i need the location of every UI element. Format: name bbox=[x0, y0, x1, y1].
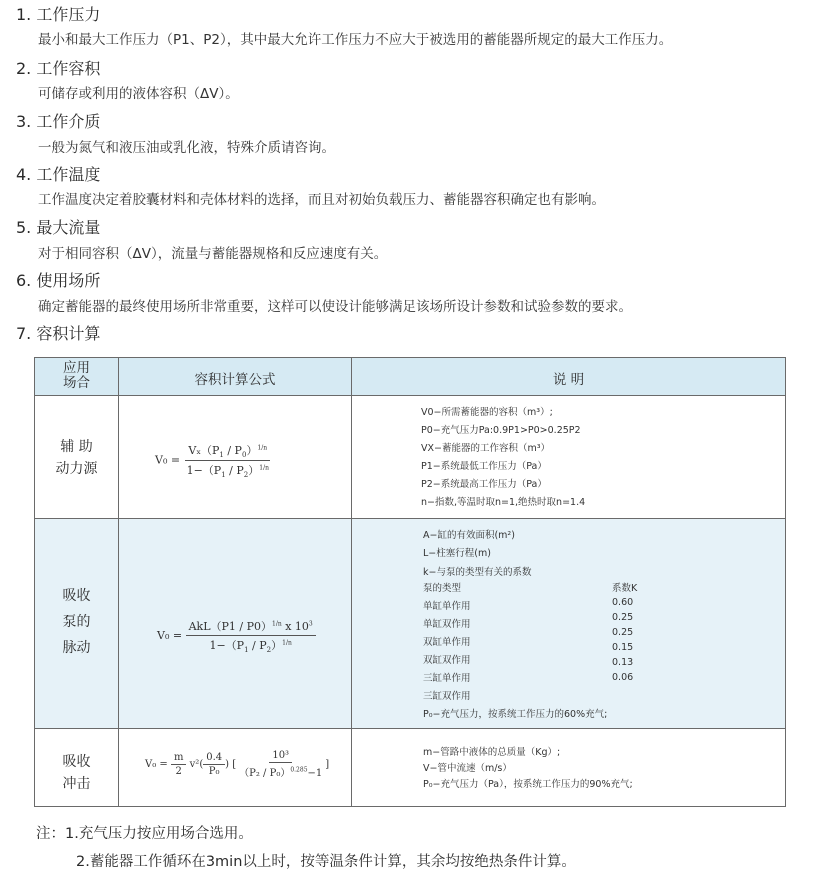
description-line: V−管中流速（m/s） bbox=[423, 763, 512, 774]
formula-fraction bbox=[184, 442, 272, 479]
app-line: 脉动 bbox=[62, 640, 91, 656]
note-1: 注：1.充气压力按应用场合选用。 bbox=[36, 826, 253, 842]
section-text: 确定蓄能器的最终使用场所非常重要，这样可以使设计能够满足该场所设计参数和试验参数的要求。 bbox=[38, 299, 632, 315]
app-cell bbox=[35, 436, 118, 480]
app-line: 动力源 bbox=[55, 461, 98, 477]
description-line: P₀−充气压力（Pa），按系统工作压力的90%充气; bbox=[423, 779, 633, 790]
formula-fraction: $\frac{\text{10³}}{(P_2 / P_0)^{0.285}-1}$ bbox=[239, 750, 323, 779]
row-bg bbox=[35, 518, 785, 728]
note-2: 2.蓄能器工作循环在3min以上时，按等温条件计算，其余均按绝热条件计算。 bbox=[76, 854, 576, 870]
section-title: 6. 使用场所 bbox=[16, 271, 101, 290]
description-line: m−管路中液体的总质量（Kg）; bbox=[423, 747, 561, 758]
formula-numerator: $V_x(P_1 / P_0)^{1/n}$ bbox=[185, 442, 270, 461]
section-title: 3. 工作介质 bbox=[16, 112, 101, 131]
formula-fraction: $\frac{0.4}{\text{P₀}}$ bbox=[203, 752, 225, 777]
pump-k-header: 系数K bbox=[612, 583, 638, 594]
section-title: 5. 最大流量 bbox=[16, 218, 101, 237]
header-app bbox=[35, 361, 118, 391]
app-line: 泵的 bbox=[62, 614, 91, 630]
section-title: 1. 工作压力 bbox=[16, 5, 101, 24]
description-line: k−与泵的类型有关的系数 bbox=[423, 567, 532, 578]
divider bbox=[35, 518, 785, 519]
pump-k: 0.25 bbox=[612, 627, 634, 638]
volume-calc-table bbox=[34, 357, 786, 807]
description-line: P₀−充气压力，按系统工作压力的60%充气; bbox=[423, 709, 608, 720]
app-cell bbox=[35, 583, 118, 661]
description-line: A−缸的有效面积(m²) bbox=[423, 530, 515, 541]
app-line: 辅 助 bbox=[60, 439, 93, 455]
section-text: 对于相同容积（ΔV），流量与蓄能器规格和反应速度有关。 bbox=[38, 246, 388, 262]
app-line: 吸收 bbox=[62, 588, 91, 604]
pump-k: 0.60 bbox=[612, 597, 634, 608]
description-line: P2−系统最高工作压力（Pa） bbox=[421, 479, 547, 490]
section-text: 可储存或利用的液体容积（ΔV）。 bbox=[38, 86, 239, 102]
section-text: 工作温度决定着胶囊材料和壳体材料的选择，而且对初始负载压力、蓄能器容积确定也有影响。 bbox=[38, 192, 605, 208]
app-line: 吸收 bbox=[62, 754, 91, 770]
description-line: L−柱塞行程(m) bbox=[423, 548, 491, 559]
header-app-line1: 应用 bbox=[63, 360, 90, 376]
pump-type: 双缸双作用 bbox=[423, 655, 471, 666]
section-title: 7. 容积计算 bbox=[16, 324, 101, 343]
pump-k: 0.13 bbox=[612, 657, 634, 668]
formula-aux-power bbox=[155, 442, 272, 479]
formula-fraction bbox=[186, 618, 316, 654]
pump-k: 0.25 bbox=[612, 612, 634, 623]
formula-lhs: V₀ = bbox=[155, 453, 181, 467]
formula-numerator: AkL（P1 / P0）$^{1/n}$ x $10^3$ bbox=[186, 618, 316, 636]
description-line: V0−所需蓄能器的容积（m³）; bbox=[421, 407, 553, 418]
section-text: 最小和最大工作压力（P1、P2），其中最大允许工作压力不应大于被选用的蓄能器所规定的最大工作压力。 bbox=[38, 32, 673, 48]
pump-type: 双缸单作用 bbox=[423, 637, 471, 648]
table-header bbox=[35, 358, 785, 396]
header-description: 说 明 bbox=[552, 372, 585, 388]
description-line: VX−蓄能器的工作容积（m³） bbox=[421, 443, 551, 454]
app-line: 冲击 bbox=[62, 776, 91, 792]
divider bbox=[35, 728, 785, 729]
app-cell bbox=[35, 751, 118, 795]
pump-type: 三缸单作用 bbox=[423, 673, 471, 684]
pump-type: 单缸单作用 bbox=[423, 601, 471, 612]
header-app-line2: 场合 bbox=[63, 375, 90, 391]
pump-k: 0.06 bbox=[612, 672, 634, 683]
formula-denominator: $1-(P_1 / P_2)^{1/n}$ bbox=[186, 464, 269, 480]
formula-lhs: V₀ = bbox=[157, 629, 183, 643]
header-formula: 容积计算公式 bbox=[194, 372, 276, 388]
section-text: 一般为氮气和液压油或乳化液，特殊介质请咨询。 bbox=[38, 140, 335, 156]
pump-k: 0.15 bbox=[612, 642, 634, 653]
divider bbox=[118, 358, 119, 806]
description-line: P0−充气压力Pa:0.9P1>P0>0.25P2 bbox=[421, 425, 581, 436]
description-line: P1−系统最低工作压力（Pa） bbox=[421, 461, 547, 472]
section-title: 4. 工作温度 bbox=[16, 165, 101, 184]
section-title: 2. 工作容积 bbox=[16, 59, 101, 78]
formula-denominator: $1-(P_1 / P_2)^{1/n}$ bbox=[209, 639, 292, 655]
formula-pump-pulsation bbox=[157, 618, 316, 654]
pump-type: 单缸双作用 bbox=[423, 619, 471, 630]
pump-type-header: 泵的类型 bbox=[423, 583, 462, 594]
divider bbox=[351, 358, 352, 806]
formula-lhs: V₀ = bbox=[145, 759, 168, 770]
description-line: n−指数,等温时取n=1,绝热时取n=1.4 bbox=[421, 497, 586, 508]
formula-fraction: $\frac{m}{2}$ bbox=[171, 752, 186, 777]
formula-shock-absorb: V₀ = $\frac{m}{2}$ v²( $\frac{0.4}{\text{P₀}}$ ) [ $\frac{\text{10³}}{(P_2 / P_0)^{0.285}-1}$ ] bbox=[145, 750, 330, 779]
pump-type: 三缸双作用 bbox=[423, 691, 471, 702]
row-bg bbox=[35, 395, 785, 518]
